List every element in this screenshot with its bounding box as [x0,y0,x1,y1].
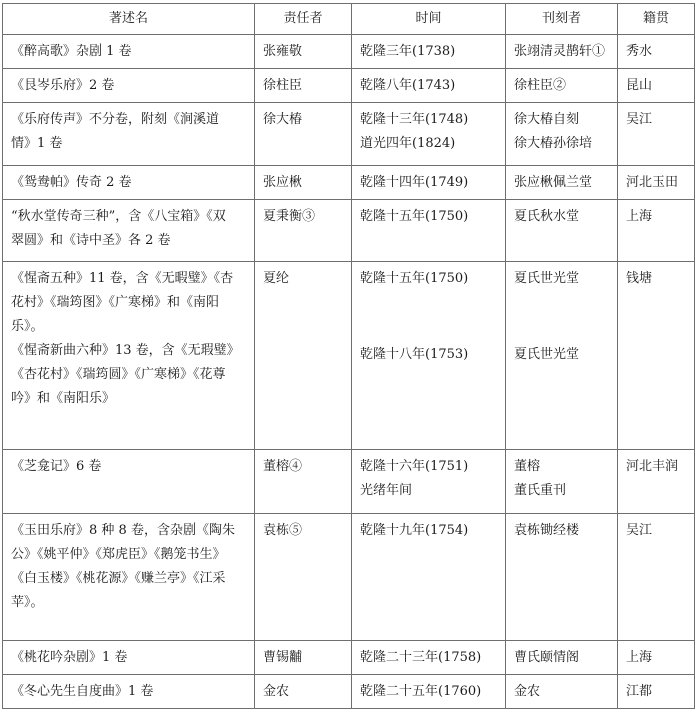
cell-time: 乾隆十九年(1754) [352,514,506,641]
cell-origin: 钱塘 [618,262,695,450]
cell-time: 乾隆三年(1738) [352,35,506,69]
table-row [3,166,695,200]
cell-publisher: 张翊清灵鹊轩① [506,35,618,69]
cell-author: 夏纶 [255,262,352,450]
cell-origin: 河北丰润 [618,450,695,514]
cell-title: “秋水堂传奇三种”，含《八宝箱》《双 翠圆》和《诗中圣》各 2 卷 [3,200,255,262]
cell-time: 乾隆十三年(1748) 道光四年(1824) [352,103,506,166]
header-author: 责任者 [255,4,352,35]
table-row [3,675,695,709]
cell-author: 董榕④ [255,450,352,514]
cell-origin: 吴江 [618,103,695,166]
cell-time: 乾隆十六年(1751) 光绪年间 [352,450,506,514]
cell-origin: 昆山 [618,69,695,103]
cell-time: 乾隆八年(1743) [352,69,506,103]
table-row [3,450,695,514]
cell-title: 《桃花吟杂剧》1 卷 [3,641,255,675]
cell-origin: 吴江 [618,514,695,641]
cell-origin: 上海 [618,200,695,262]
cell-origin: 河北玉田 [618,166,695,200]
header-time: 时间 [352,4,506,35]
cell-author: 张应楸 [255,166,352,200]
header-publisher: 刊刻者 [506,4,618,35]
cell-author: 金农 [255,675,352,709]
cell-origin: 江都 [618,675,695,709]
cell-title: 《醉高歌》杂剧 1 卷 [3,35,255,69]
cell-author: 夏秉衡③ [255,200,352,262]
cell-origin: 上海 [618,641,695,675]
cell-time: 乾隆十五年(1750) [352,200,506,262]
cell-title: 《艮岑乐府》2 卷 [3,69,255,103]
cell-title: 《冬心先生自度曲》1 卷 [3,675,255,709]
cell-title: 《玉田乐府》8 种 8 卷，含杂剧《陶朱 公》《姚平仲》《郑虎臣》《鹅笼书生》 《白玉楼》《桃花源》《赚兰亭》《江采 苹》。 [3,514,255,641]
table-row [3,69,695,103]
cell-title: 《乐府传声》不分卷，附刻《涧溪道 情》1 卷 [3,103,255,166]
cell-publisher: 徐大椿自刻 徐大椿孙徐培 [506,103,618,166]
cell-publisher: 夏氏世光堂 夏氏世光堂 [506,262,618,450]
header-title: 著述名 [3,4,255,35]
table-row [3,200,695,262]
table-row [3,641,695,675]
cell-author: 袁栋⑤ [255,514,352,641]
cell-title: 《惺斋五种》11 卷，含《无暇璧》《杏 花村》《瑞筠图》《广寒梯》和《南阳 乐》。 《惺斋新曲六种》13 卷，含《无瑕璧》 《杏花村》《瑞筠圆》《广寒梯》《花尊 吟》和《南阳乐》 [3,262,255,450]
table-row [3,35,695,69]
cell-time: 乾隆二十三年(1758) [352,641,506,675]
cell-time: 乾隆十五年(1750) 乾隆十八年(1753) [352,262,506,450]
cell-title: 《鸳鸯帕》传奇 2 卷 [3,166,255,200]
cell-publisher: 袁栋锄经楼 [506,514,618,641]
works-table [2,3,695,709]
cell-publisher: 董榕 董氏重刊 [506,450,618,514]
cell-publisher: 金农 [506,675,618,709]
cell-publisher: 张应楸佩兰堂 [506,166,618,200]
cell-author: 张雍敬 [255,35,352,69]
cell-author: 曹锡黼 [255,641,352,675]
cell-publisher: 夏氏秋水堂 [506,200,618,262]
table-row [3,514,695,641]
cell-publisher: 曹氏颐情阁 [506,641,618,675]
cell-author: 徐柱臣 [255,69,352,103]
header-origin: 籍贯 [618,4,695,35]
cell-author: 徐大椿 [255,103,352,166]
cell-publisher: 徐柱臣② [506,69,618,103]
cell-time: 乾隆二十五年(1760) [352,675,506,709]
cell-time: 乾隆十四年(1749) [352,166,506,200]
table-row [3,262,695,450]
cell-origin: 秀水 [618,35,695,69]
table-header-row [3,4,695,35]
table-row [3,103,695,166]
cell-title: 《芝龛记》6 卷 [3,450,255,514]
